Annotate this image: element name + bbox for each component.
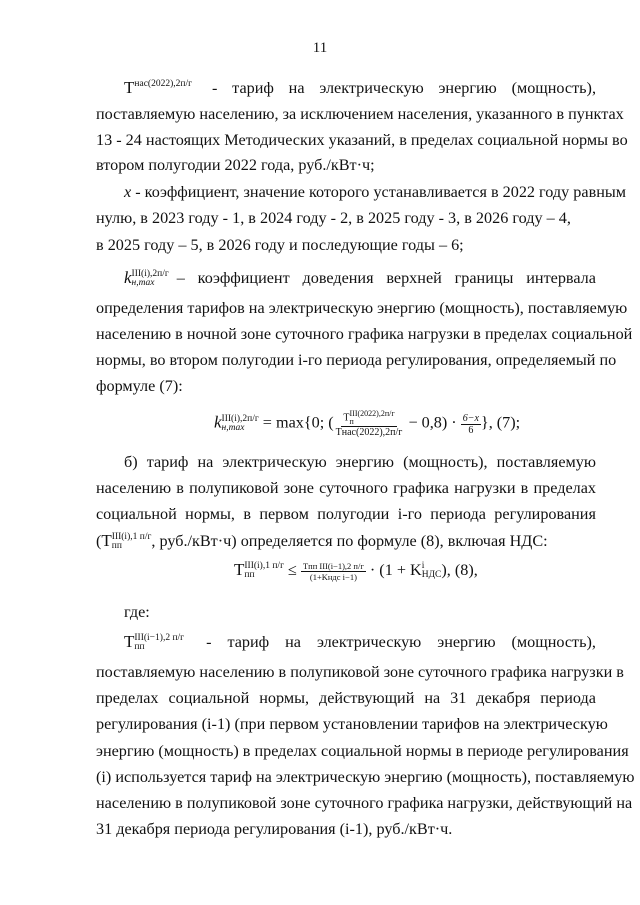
para3-line1-words	[177, 268, 596, 288]
para1-line4: втором полугодии 2022 года, руб./кВт·ч;	[96, 156, 375, 174]
word: интервала	[526, 269, 596, 287]
p5-t: T	[124, 632, 135, 651]
word: графика	[393, 479, 449, 497]
k-indices	[132, 270, 169, 288]
word: социальной	[96, 505, 177, 523]
para5-line4: регулирования (i-1) (при первом установлении тарифов на электрическую	[96, 715, 608, 733]
word: тариф	[146, 453, 189, 471]
f8-t-idx	[244, 562, 284, 580]
p4-t: T	[101, 531, 112, 550]
para1-line2: поставляемую населению, за исключением населения, указанного в пунктах	[96, 105, 624, 123]
para3-line4: нормы, во втором полугодии i-го периода регулирования, определяемый по	[96, 351, 617, 369]
para4-line4	[96, 531, 596, 551]
para5-line3	[96, 688, 596, 708]
word: пределах	[96, 689, 159, 707]
f7-eq: = max{0; (	[262, 413, 334, 432]
word: на	[288, 79, 305, 97]
word: на	[197, 453, 214, 471]
para1-line1	[124, 74, 596, 98]
word: (мощность),	[511, 79, 596, 97]
f7-end: }, (7);	[480, 413, 521, 432]
word: тариф	[227, 633, 270, 651]
word: нормы,	[259, 689, 310, 707]
word: социальной	[168, 689, 250, 707]
p4-t-idx	[112, 533, 152, 551]
word: первом	[259, 505, 309, 523]
f8-k-idx	[422, 562, 442, 580]
f7-num-idx	[350, 410, 395, 426]
word: на	[424, 689, 441, 707]
para3-line3: населению в ночной зоне суточного графика нагрузки в пределах социальной	[96, 325, 633, 343]
word: в	[243, 505, 251, 523]
para2-line2: нулю, в 2023 году - 1, в 2024 году - 2, в 2025 году - 3, в 2026 году – 4,	[96, 209, 571, 227]
word: -	[211, 79, 218, 97]
symbol-sup: нас(2022),2п/г	[134, 79, 192, 89]
word: периода	[430, 505, 486, 523]
word: (мощность),	[511, 633, 596, 651]
f7-num-t: T	[343, 412, 350, 424]
para4-line1	[124, 452, 596, 472]
word: электрическую	[222, 453, 327, 471]
p4-t-sub: пп	[111, 541, 122, 552]
word: -	[206, 633, 212, 651]
p5-t-sup: III(i−1),2 п/г	[134, 633, 185, 644]
f7-k-sup: III(i),2п/г	[221, 414, 259, 424]
word: нагрузки	[454, 479, 516, 497]
para5-line1-words	[206, 632, 596, 652]
para5-line5: энергию (мощность) в пределах социальной нормы в периоде регулирования	[96, 742, 629, 760]
f7-frac2-den: 6	[468, 424, 474, 436]
p5-t-sub: пп	[134, 642, 145, 653]
para5-line2: поставляемую населению в полупиковой зоне суточного графика нагрузки в	[96, 663, 624, 681]
k-sup: III(i),2п/г	[131, 269, 169, 280]
word: зоне	[283, 479, 314, 497]
word: энергию	[438, 79, 497, 97]
f7-num	[341, 410, 396, 427]
f8-tail: · (1 + K	[365, 561, 422, 579]
word: –	[176, 269, 185, 287]
f7-num-sup: III(2022),2п/г	[349, 409, 395, 418]
word: населению	[96, 479, 172, 497]
word: декабря	[476, 689, 531, 707]
formula-7	[214, 410, 520, 438]
tariff-symbol	[124, 74, 192, 98]
para2-line1	[124, 182, 627, 202]
word: тариф	[232, 79, 274, 97]
para5-line1	[124, 632, 596, 652]
word: периода	[540, 689, 596, 707]
tpp-symbol	[124, 632, 184, 652]
word: доведения	[302, 269, 374, 287]
word: регулирования	[494, 505, 596, 523]
para2-line1-text: - коэффициент, значение которого устанавливается в 2022 году равным	[135, 183, 627, 201]
word: верхней	[386, 269, 442, 287]
p4-t-sup: III(i),1 п/г	[111, 532, 152, 543]
symbol-x: x	[124, 183, 132, 201]
word: пределах	[533, 479, 596, 497]
word: i-го	[397, 505, 422, 523]
para5-line6: (i) используется тариф на электрическую энергию (мощность), поставляемую	[96, 768, 635, 786]
f7-mid: − 0,8) ·	[404, 413, 461, 432]
f8-leq: ≤	[283, 561, 301, 579]
symbol-k: k	[124, 268, 132, 287]
para3-line1	[124, 268, 596, 288]
f8-fraction	[301, 561, 366, 582]
f7-num-sub: п	[349, 417, 354, 426]
word: энергию	[437, 633, 496, 651]
f7-den: Tнас(2022),2п/г	[335, 427, 403, 438]
f8-k-sup: i	[421, 561, 425, 572]
para4-line2	[96, 478, 596, 498]
word: на	[285, 633, 301, 651]
word: электрическую	[319, 79, 424, 97]
para3-line2: определения тарифов на электрическую энергию (мощность), поставляемую	[96, 299, 628, 317]
f7-frac2-num: 6−x	[462, 412, 479, 424]
p4-rest: , руб./кВт·ч) определяется по формуле (8), включая НДС:	[151, 532, 548, 550]
para5-line7: населению в полупиковой зоне суточного графика нагрузки, действующий на	[96, 794, 633, 812]
where-label: где:	[124, 603, 150, 621]
p5-t-idx	[134, 634, 184, 652]
para4-line3	[96, 504, 596, 524]
word: коэффициент	[197, 269, 290, 287]
word: электрическую	[316, 633, 422, 651]
f7-fraction2	[461, 413, 481, 436]
word: (мощность),	[403, 453, 488, 471]
f8-end: ), (8),	[441, 561, 478, 579]
para3-line5: формуле (7):	[96, 377, 183, 395]
f7-k: k	[214, 412, 222, 432]
word: нормы,	[185, 505, 235, 523]
word: энергию	[335, 453, 395, 471]
k-symbol	[124, 268, 169, 288]
para5-line8: 31 декабря периода регулирования (i-1), руб./кВт·ч.	[96, 820, 453, 838]
word: суточного	[319, 479, 388, 497]
word: границы	[454, 269, 514, 287]
word: поставляемую	[496, 453, 596, 471]
word: полупиковой	[189, 479, 279, 497]
word: в	[520, 479, 529, 497]
f8-t: T	[234, 560, 245, 579]
symbol-t: T	[124, 78, 135, 97]
f7-k-indices	[222, 415, 259, 433]
formula-8	[234, 560, 478, 582]
f8-den: (1+Kндс i−1)	[309, 571, 357, 582]
f7-k-sub: н,max	[221, 423, 245, 433]
para2-line3: в 2025 году – 5, в 2026 году и последующие годы – 6;	[96, 236, 464, 254]
word: б)	[124, 453, 138, 471]
word: действующий	[318, 689, 415, 707]
p4-open: (	[96, 532, 102, 550]
word: 31	[450, 689, 467, 707]
f8-t-sup: III(i),1 п/г	[244, 561, 284, 572]
k-sub: н,max	[131, 278, 155, 289]
para1-line3: 13 - 24 настоящих Методических указаний, в пределах социальной нормы во	[96, 131, 628, 149]
page-number: 11	[312, 40, 328, 56]
word: полугодии	[317, 505, 390, 523]
word: в	[176, 479, 184, 497]
f8-t-sub: пп	[244, 570, 255, 581]
f7-fraction	[334, 410, 405, 438]
f8-k-sub: НДС	[421, 570, 442, 581]
f8-num: Tпп III(i−1),2 п/г	[302, 560, 364, 571]
para1-line1-words	[212, 78, 596, 98]
